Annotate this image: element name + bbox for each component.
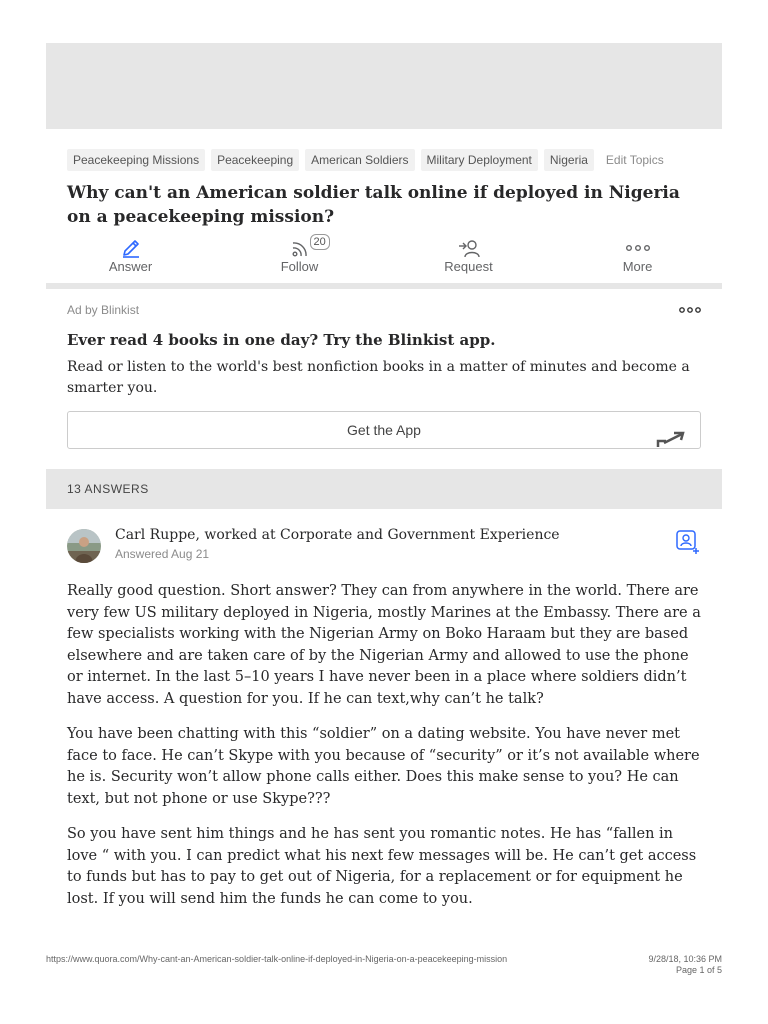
edit-topics-link[interactable]: Edit Topics xyxy=(605,153,664,167)
more-dots-icon xyxy=(625,237,651,259)
rss-follow-icon xyxy=(289,237,311,259)
request-label: Request xyxy=(444,259,493,274)
avatar[interactable] xyxy=(67,529,101,563)
topic-tag[interactable]: Peacekeeping xyxy=(211,149,299,171)
ad-title[interactable]: Ever read 4 books in one day? Try the Blinkist app. xyxy=(67,331,496,349)
answer-button[interactable] xyxy=(71,237,191,273)
get-app-button[interactable] xyxy=(67,411,701,449)
answers-count-header: 13 ANSWERS xyxy=(46,469,722,509)
topic-tag[interactable]: Military Deployment xyxy=(421,149,538,171)
topic-tag[interactable]: Peacekeeping Missions xyxy=(67,149,205,171)
follow-author-icon[interactable] xyxy=(675,529,701,560)
author-credential[interactable]: Carl Ruppe, worked at Corporate and Government Experience xyxy=(115,527,560,543)
answer-paragraph: So you have sent him things and he has sent you romantic notes. He has “fallen in love “ with you. I can predict what his next few messages will be. He can’t get access to funds but has to pay to get out of Nigeria, for a replacement or for equipment he lost. If you will send him the funds he can come to you. xyxy=(67,826,697,907)
answer-body xyxy=(67,581,701,910)
request-user-icon xyxy=(457,237,481,259)
follow-count-badge: 20 xyxy=(310,234,330,250)
answer-label: Answer xyxy=(108,259,153,274)
question-title[interactable]: Why can't an American soldier talk online if deployed in Nigeria on a peacekeeping mission? xyxy=(67,183,680,227)
more-button[interactable] xyxy=(578,237,698,273)
answer-date: Answered Aug 21 xyxy=(115,547,210,561)
ad-body: Read or listen to the world's best nonfiction books in a matter of minutes and become a smarter you. xyxy=(67,359,690,396)
more-label: More xyxy=(622,259,653,274)
topic-list xyxy=(46,129,722,171)
topic-tag[interactable]: American Soldiers xyxy=(305,149,414,171)
top-banner xyxy=(46,43,722,129)
topic-tag[interactable]: Nigeria xyxy=(544,149,594,171)
answer-card xyxy=(46,509,722,910)
pencil-icon xyxy=(120,237,142,259)
footer-datetime: 9/28/18, 10:36 PM xyxy=(648,954,722,964)
external-link-icon xyxy=(656,431,686,450)
ad-sponsor: Ad by Blinkist xyxy=(67,303,140,317)
request-button[interactable] xyxy=(409,237,529,273)
question-actions xyxy=(46,229,722,277)
answer-paragraph: Really good question. Short answer? They can from anywhere in the world. There are very few US military deployed in Nigeria, mostly Marines at the Embassy. There are a few specialists working with the Nigerian Army on Boko Haraam but they are based elsewhere and are taken care of by the Nigerian Army and allowed to use the phone or internet. In the last 5–10 years I have never been in a place where soldiers didn’t have access. A question for you. If he can text,why can’t he talk? xyxy=(67,583,701,707)
answer-paragraph: You have been chatting with this “soldier” on a dating website. You have never met face to face. He can’t Skype with you because of “security” or it’s not available where he is. Security won’t allow phone calls either. Does this make sense to you? He can text, but not phone or use Skype??? xyxy=(67,726,700,807)
follow-button[interactable] xyxy=(240,237,360,273)
ad-options-icon[interactable] xyxy=(679,303,701,317)
footer-url: https://www.quora.com/Why-cant-an-American-soldier-talk-online-if-deployed-in-Nigeria-on-a-peacekeeping-mission xyxy=(46,954,508,964)
get-app-label: Get the App xyxy=(347,422,421,438)
ad-card xyxy=(46,289,722,469)
footer-page-number: Page 1 of 5 xyxy=(675,965,722,975)
follow-label: Follow xyxy=(280,259,319,274)
